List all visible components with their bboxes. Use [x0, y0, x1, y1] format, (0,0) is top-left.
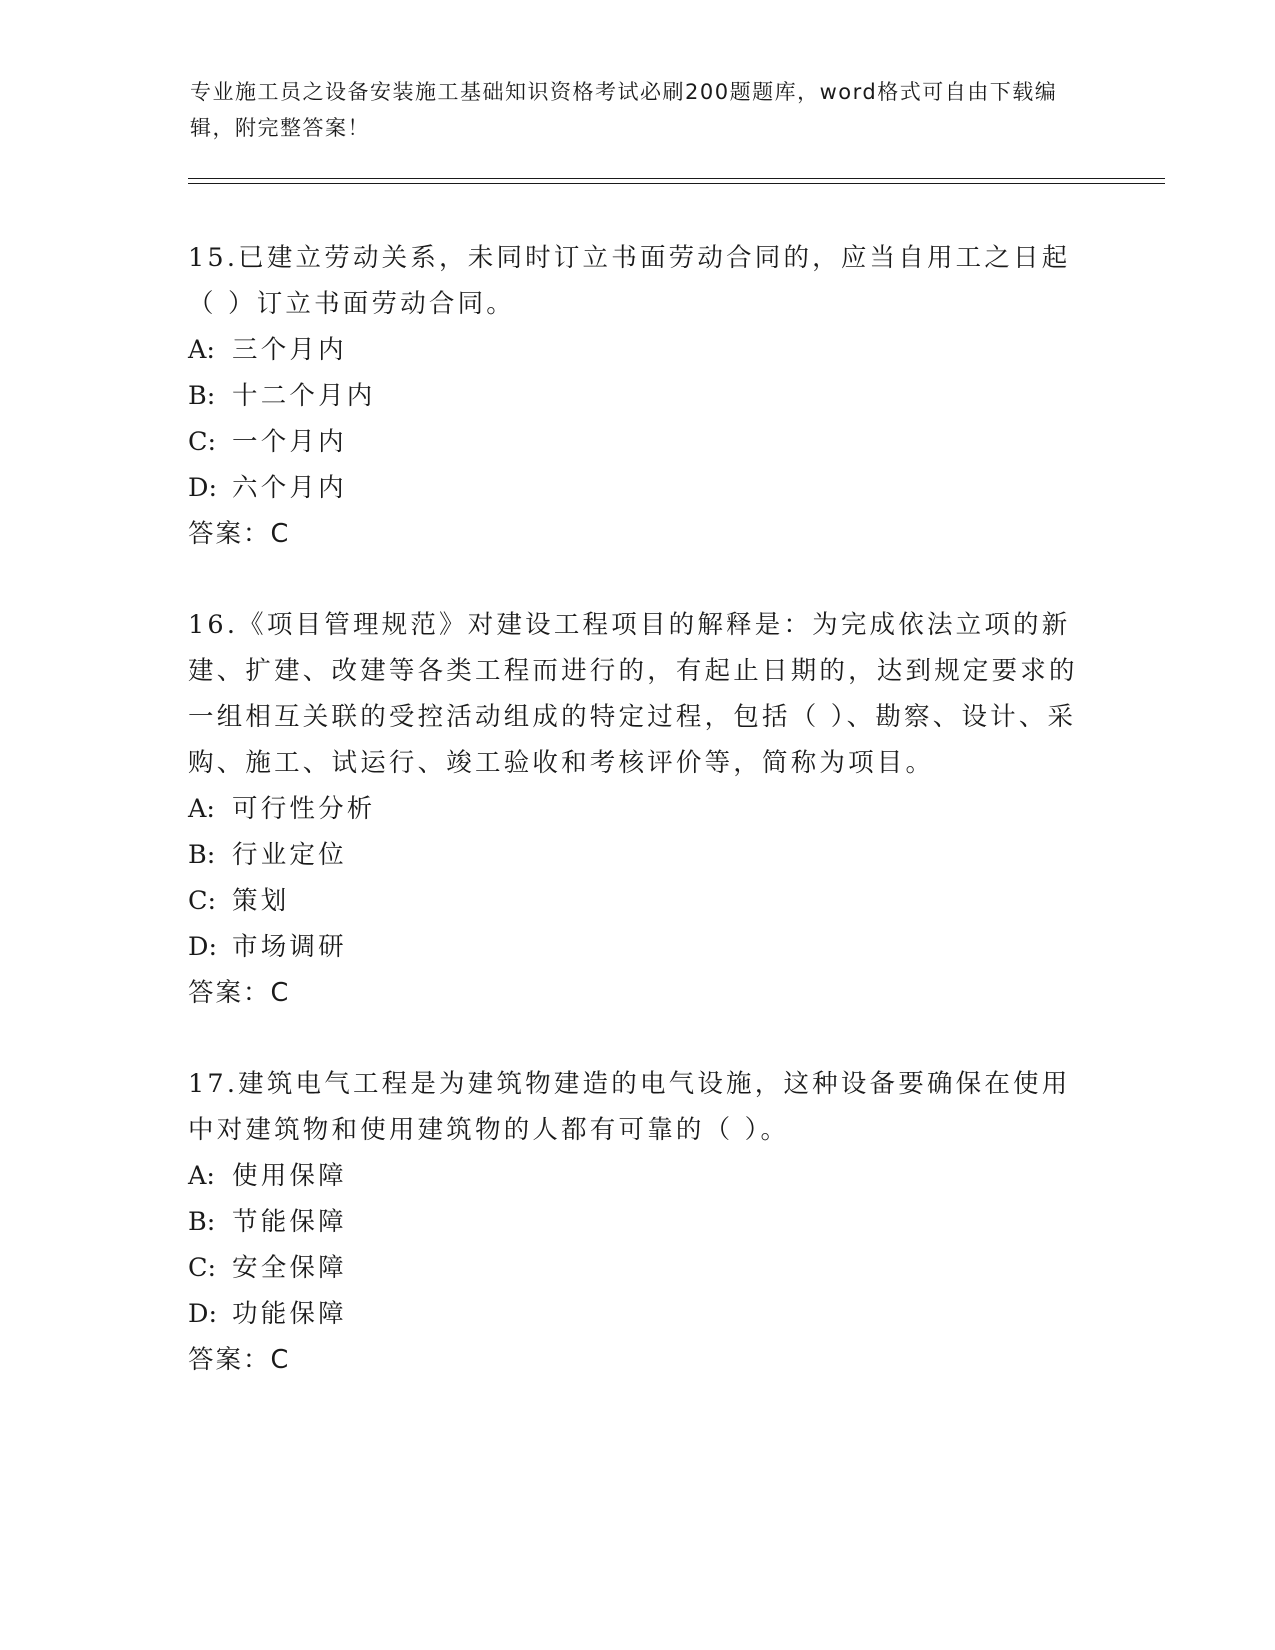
option-text: 一个月内: [232, 427, 347, 457]
answer-value: C: [270, 978, 291, 1008]
option-a: [188, 786, 1088, 832]
option-key: C:: [188, 886, 217, 916]
option-key: B:: [188, 381, 216, 411]
option-key: C:: [188, 1253, 217, 1283]
question-text: 建筑电气工程是为建筑物建造的电气设施，这种设备要确保在使用中对建筑物和使用建筑物的人都有可靠的（ ）。: [188, 1069, 1071, 1145]
option-text: 三个月内: [232, 335, 347, 365]
answer-label: 答案：: [188, 519, 271, 549]
option-d: [188, 465, 1088, 511]
option-b: [188, 1199, 1088, 1245]
option-key: D:: [188, 932, 218, 962]
answer-label: 答案：: [188, 1345, 271, 1375]
question-text: 《项目管理规范》对建设工程项目的解释是：为完成依法立项的新建、扩建、改建等各类工程而进行的，有起止日期的，达到规定要求的一组相互关联的受控活动组成的特定过程，包括（ ）、勘察、设计、采购、施工、试运行、竣工验收和考核评价等，简称为项目。: [188, 610, 1078, 778]
option-key: A:: [188, 335, 216, 365]
option-b: [188, 373, 1088, 419]
option-text: 可行性分析: [232, 794, 376, 824]
option-text: 安全保障: [232, 1253, 347, 1283]
option-d: [188, 924, 1088, 970]
question-stem: [188, 235, 1088, 327]
option-c: [188, 878, 1088, 924]
question-15: [188, 235, 1088, 557]
document-header: 专业施工员之设备安装施工基础知识资格考试必刷200题题库，word格式可自由下载编辑，附完整答案！: [190, 80, 1058, 140]
option-c: [188, 419, 1088, 465]
option-d: [188, 1291, 1088, 1337]
option-key: C:: [188, 427, 217, 457]
option-text: 市场调研: [232, 932, 347, 962]
header-divider-top: [188, 178, 1165, 179]
answer-line: [188, 1337, 1088, 1383]
option-text: 十二个月内: [232, 381, 376, 411]
question-number: 15.: [188, 243, 239, 273]
answer-value: C: [270, 519, 291, 549]
option-c: [188, 1245, 1088, 1291]
option-b: [188, 832, 1088, 878]
option-text: 节能保障: [232, 1207, 347, 1237]
header-divider-bottom: [188, 183, 1165, 184]
option-text: 六个月内: [232, 473, 347, 503]
option-key: B:: [188, 840, 216, 870]
question-number: 16.: [188, 610, 239, 640]
option-a: [188, 1153, 1088, 1199]
option-key: D:: [188, 473, 218, 503]
answer-line: [188, 511, 1088, 557]
answer-line: [188, 970, 1088, 1016]
question-text: 已建立劳动关系，未同时订立书面劳动合同的，应当自用工之日起（ ）订立书面劳动合同。: [188, 243, 1071, 319]
option-key: B:: [188, 1207, 216, 1237]
answer-value: C: [270, 1345, 291, 1375]
question-17: [188, 1061, 1088, 1383]
option-key: D:: [188, 1299, 218, 1329]
question-stem: [188, 1061, 1088, 1153]
option-key: A:: [188, 1161, 216, 1191]
option-text: 策划: [232, 886, 290, 916]
option-text: 行业定位: [232, 840, 347, 870]
option-text: 使用保障: [232, 1161, 347, 1191]
answer-label: 答案：: [188, 978, 271, 1008]
question-stem: [188, 602, 1088, 786]
option-key: A:: [188, 794, 216, 824]
question-16: [188, 602, 1088, 1016]
option-text: 功能保障: [232, 1299, 347, 1329]
option-a: [188, 327, 1088, 373]
question-number: 17.: [188, 1069, 239, 1099]
